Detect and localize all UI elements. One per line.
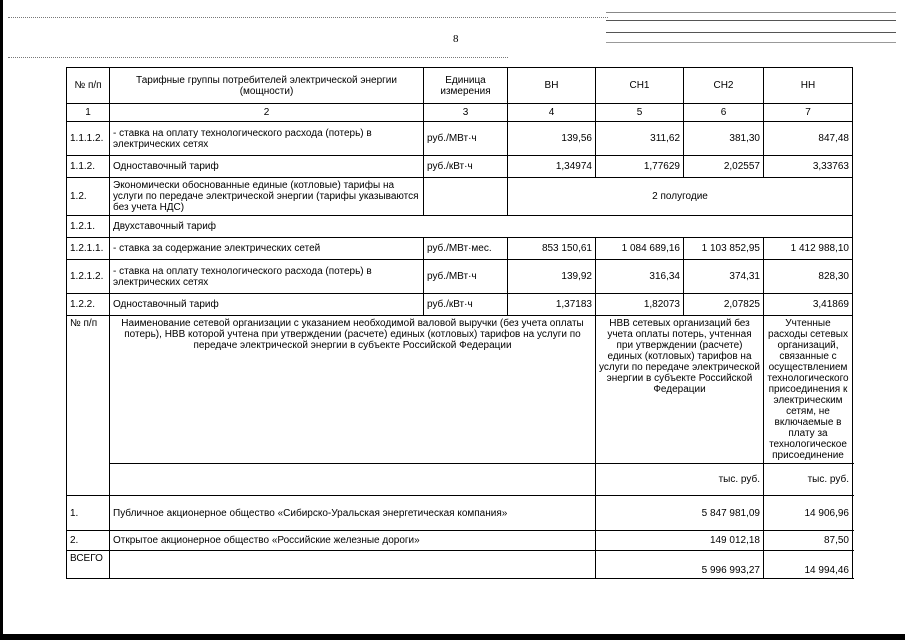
nvv-header-nvv: НВВ сетевых организаций без учета оплаты потерь, учтенная при утверждении (расчете) единых (котловых) тарифов на услуги по передаче электрической энергии в субъекте Российской Федерации bbox=[596, 316, 764, 464]
table-row bbox=[67, 496, 853, 531]
table-row bbox=[67, 238, 853, 260]
row-unit: руб./кВт·ч bbox=[424, 156, 508, 178]
org-nvv: 5 847 981,09 bbox=[596, 496, 764, 531]
header-nn: НН bbox=[764, 68, 853, 104]
column-number: 3 bbox=[424, 104, 508, 122]
table-row bbox=[67, 178, 853, 216]
tariff-table bbox=[66, 67, 853, 579]
nvv-unit-row bbox=[67, 464, 853, 496]
value-sn1: 311,62 bbox=[596, 122, 684, 156]
header-rule bbox=[606, 12, 896, 13]
nvv-header-costs: Учтенные расходы сетевых организаций, связанные с осуществлением технологического присоединения к электрическим сетям, не включаемые в плату за технологическое присоединение bbox=[764, 316, 853, 464]
column-number-row bbox=[67, 104, 853, 122]
table-row bbox=[67, 122, 853, 156]
value-nn: 1 412 988,10 bbox=[764, 238, 853, 260]
header-num: № п/п bbox=[67, 68, 110, 104]
table-row bbox=[67, 531, 853, 551]
table-row bbox=[67, 260, 853, 294]
org-name: Публичное акционерное общество «Сибирско-Уральская энергетическая компания» bbox=[110, 496, 596, 531]
header-unit: Единица измерения bbox=[424, 68, 508, 104]
column-number: 4 bbox=[508, 104, 596, 122]
value-sn2: 381,30 bbox=[684, 122, 764, 156]
value-vn: 853 150,61 bbox=[508, 238, 596, 260]
row-unit: руб./МВт·ч bbox=[424, 122, 508, 156]
empty-cell bbox=[110, 551, 596, 579]
value-sn1: 1,77629 bbox=[596, 156, 684, 178]
value-vn: 1,37183 bbox=[508, 294, 596, 316]
org-num: 1. bbox=[67, 496, 110, 531]
org-name: Открытое акционерное общество «Российские железные дороги» bbox=[110, 531, 596, 551]
row-num: 1.2.1. bbox=[67, 216, 110, 238]
column-number: 7 bbox=[764, 104, 853, 122]
org-costs: 87,50 bbox=[764, 531, 853, 551]
value-nn: 828,30 bbox=[764, 260, 853, 294]
row-name: - ставка на оплату технологического расхода (потерь) в электрических сетях bbox=[110, 122, 424, 156]
row-unit: руб./кВт·ч bbox=[424, 294, 508, 316]
value-sn2: 1 103 852,95 bbox=[684, 238, 764, 260]
row-name: Двухставочный тариф bbox=[110, 216, 853, 238]
value-vn: 139,56 bbox=[508, 122, 596, 156]
scan-noise-line bbox=[8, 17, 608, 19]
row-num: 1.2.1.1. bbox=[67, 238, 110, 260]
column-number: 6 bbox=[684, 104, 764, 122]
value-nn: 3,33763 bbox=[764, 156, 853, 178]
empty-cell bbox=[110, 464, 596, 496]
row-name: - ставка на оплату технологического расхода (потерь) в электрических сетях bbox=[110, 260, 424, 294]
row-name: Экономически обоснованные единые (котловые) тарифы на услуги по передаче электрической энергии (тарифы указываются без учета НДС) bbox=[110, 178, 424, 216]
table-row bbox=[67, 294, 853, 316]
total-nvv: 5 996 993,27 bbox=[596, 551, 764, 579]
org-num: 2. bbox=[67, 531, 110, 551]
header-sn1: СН1 bbox=[596, 68, 684, 104]
value-sn1: 1 084 689,16 bbox=[596, 238, 684, 260]
value-vn: 139,92 bbox=[508, 260, 596, 294]
column-number: 5 bbox=[596, 104, 684, 122]
unit-costs: тыс. руб. bbox=[764, 464, 853, 496]
table-row bbox=[67, 216, 853, 238]
nvv-header-num: № п/п bbox=[67, 316, 110, 496]
org-costs: 14 906,96 bbox=[764, 496, 853, 531]
page-number: 8 bbox=[453, 33, 459, 45]
org-nvv: 149 012,18 bbox=[596, 531, 764, 551]
total-costs: 14 994,46 bbox=[764, 551, 853, 579]
row-name: Одноставочный тариф bbox=[110, 294, 424, 316]
value-sn2: 2,07825 bbox=[684, 294, 764, 316]
value-vn: 1,34974 bbox=[508, 156, 596, 178]
header-sn2: СН2 bbox=[684, 68, 764, 104]
row-unit: руб./МВт·ч bbox=[424, 260, 508, 294]
header-group: Тарифные группы потребителей электрической энергии (мощности) bbox=[110, 68, 424, 104]
header-rule bbox=[606, 20, 896, 21]
value-sn1: 316,34 bbox=[596, 260, 684, 294]
row-num: 1.1.1.2. bbox=[67, 122, 110, 156]
row-num: 1.2.1.2. bbox=[67, 260, 110, 294]
total-label: ВСЕГО bbox=[67, 551, 110, 579]
row-num: 1.2.2. bbox=[67, 294, 110, 316]
value-sn2: 2,02557 bbox=[684, 156, 764, 178]
value-sn2: 374,31 bbox=[684, 260, 764, 294]
nvv-header-org: Наименование сетевой организации с указанием необходимой валовой выручки (без учета оплаты потерь), НВВ которой учтена при утверждении (расчете) единых (котловых) тарифов на услуги по передаче электрической энергии в субъекте Российской Федерации bbox=[110, 316, 596, 464]
row-unit bbox=[424, 178, 508, 216]
header-rule bbox=[606, 32, 896, 33]
scan-frame-left bbox=[0, 0, 3, 640]
row-num: 1.2. bbox=[67, 178, 110, 216]
table-row bbox=[67, 156, 853, 178]
column-number: 2 bbox=[110, 104, 424, 122]
row-unit: руб./МВт·мес. bbox=[424, 238, 508, 260]
row-name: - ставка за содержание электрических сетей bbox=[110, 238, 424, 260]
scan-frame-bottom bbox=[0, 634, 905, 640]
row-num: 1.1.2. bbox=[67, 156, 110, 178]
nvv-header-row bbox=[67, 316, 853, 464]
header-rule bbox=[606, 42, 896, 43]
value-nn: 847,48 bbox=[764, 122, 853, 156]
value-sn1: 1,82073 bbox=[596, 294, 684, 316]
value-nn: 3,41869 bbox=[764, 294, 853, 316]
row-name: Одноставочный тариф bbox=[110, 156, 424, 178]
scan-noise-line bbox=[8, 57, 508, 59]
tariff-header-row bbox=[67, 68, 853, 104]
unit-nvv: тыс. руб. bbox=[596, 464, 764, 496]
total-row bbox=[67, 551, 853, 579]
period-label: 2 полугодие bbox=[508, 178, 853, 216]
header-vn: ВН bbox=[508, 68, 596, 104]
column-number: 1 bbox=[67, 104, 110, 122]
